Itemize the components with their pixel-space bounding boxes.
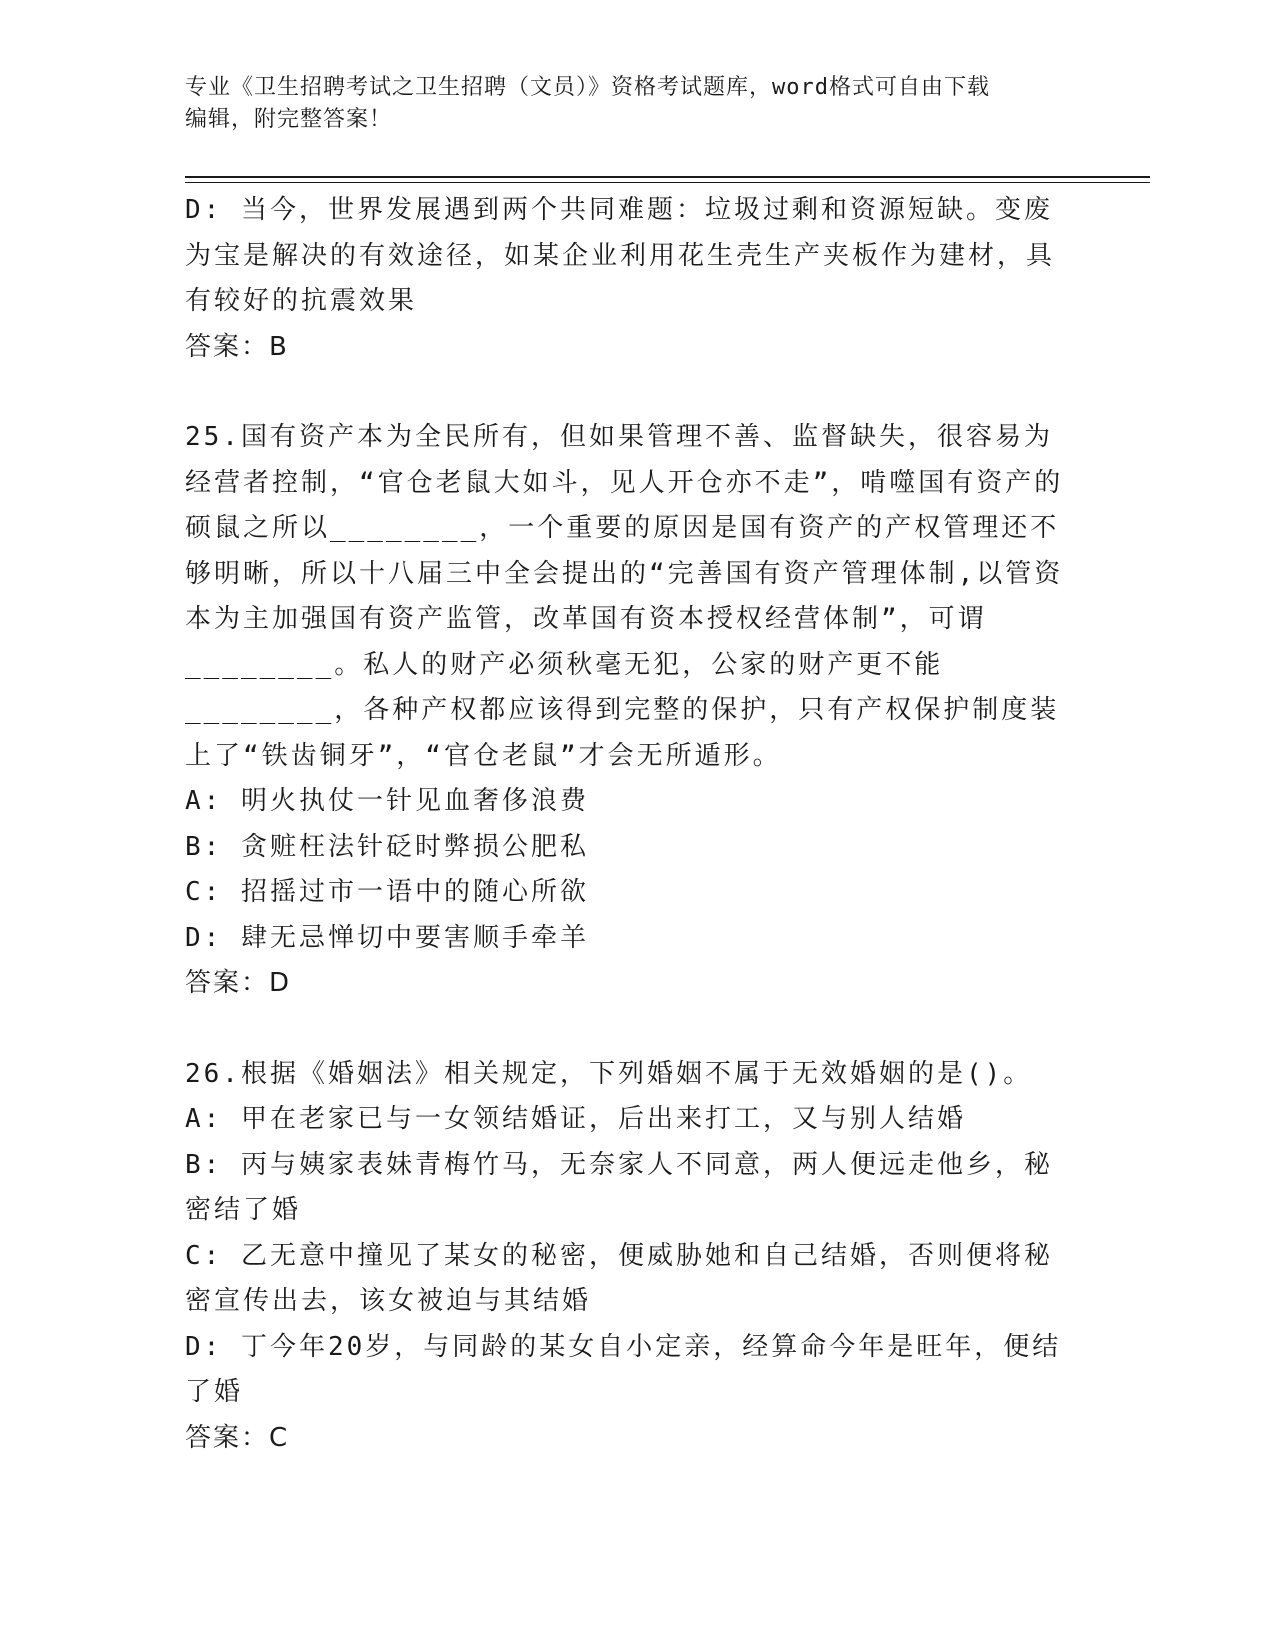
q25-option-d: D: 肆无忌惮切中要害顺手牵羊 [185,922,589,953]
q24-option-d: D: 当今，世界发展遇到两个共同难题：垃圾过剩和资源短缺。变废为宝是解决的有效途径，如某企业利用花生壳生产夹板作为建材，具有较好的抗震效果 [185,195,1056,316]
q24-answer: 答案：B [185,331,289,362]
document-header [185,72,1085,136]
q26-option-c: C: 乙无意中撞见了某女的秘密，便威胁她和自己结婚，否则便将秘密宣传出去，该女被迫与其结婚 [185,1240,1053,1316]
header-line-2: 编辑，附完整答案！ [185,107,393,132]
spacer [185,1007,1075,1052]
q26-option-b: B: 丙与姨家表妹青梅竹马，无奈家人不同意，两人便远走他乡，秘密结了婚 [185,1149,1053,1225]
q26-stem: 26.根据《婚姻法》相关规定，下列婚姻不属于无效婚姻的是()。 [185,1058,1033,1089]
q26-option-a: A: 甲在老家已与一女领结婚证，后出来打工，又与别人结婚 [185,1104,966,1134]
header-line-1: 专业《卫生招聘考试之卫生招聘（文员）》资格考试题库，word格式可自由下载 [185,75,990,100]
question-content [185,188,1075,1461]
header-rule-thin [185,182,1150,183]
q26-option-d: D: 丁今年20岁，与同龄的某女自小定亲，经算命今年是旺年，便结了婚 [185,1331,1062,1407]
q25-option-b: B: 贪赃枉法针砭时弊损公肥私 [185,831,589,862]
q25-option-a: A: 明火执仗一针见血奢侈浪费 [185,786,589,816]
spacer [185,370,1075,415]
q25-answer: 答案：D [185,968,292,998]
q25-option-c: C: 招摇过市一语中的随心所欲 [185,877,589,907]
header-rule-thick [185,176,1150,178]
q25-stem: 25.国有资产本为全民所有，但如果管理不善、监督缺失，很容易为经营者控制，“官仓老鼠大如斗，见人开仓亦不走”，啃噬国有资产的硕鼠之所以________，一个重要的原因是国有资产的产权管理还不够明晰，所以十八届三中全会提出的“完善国有资产管理体制,以管资本为主加强国有资产监管，改革国有资本授权经营体制”，可谓________。私人的财产必须秋毫无犯，公家的财产更不能________，各种产权都应该得到完整的保护，只有产权保护制度装上了“铁齿铜牙”，“官仓老鼠”才会无所遁形。 [185,422,1064,771]
q26-answer: 答案：C [185,1422,290,1453]
